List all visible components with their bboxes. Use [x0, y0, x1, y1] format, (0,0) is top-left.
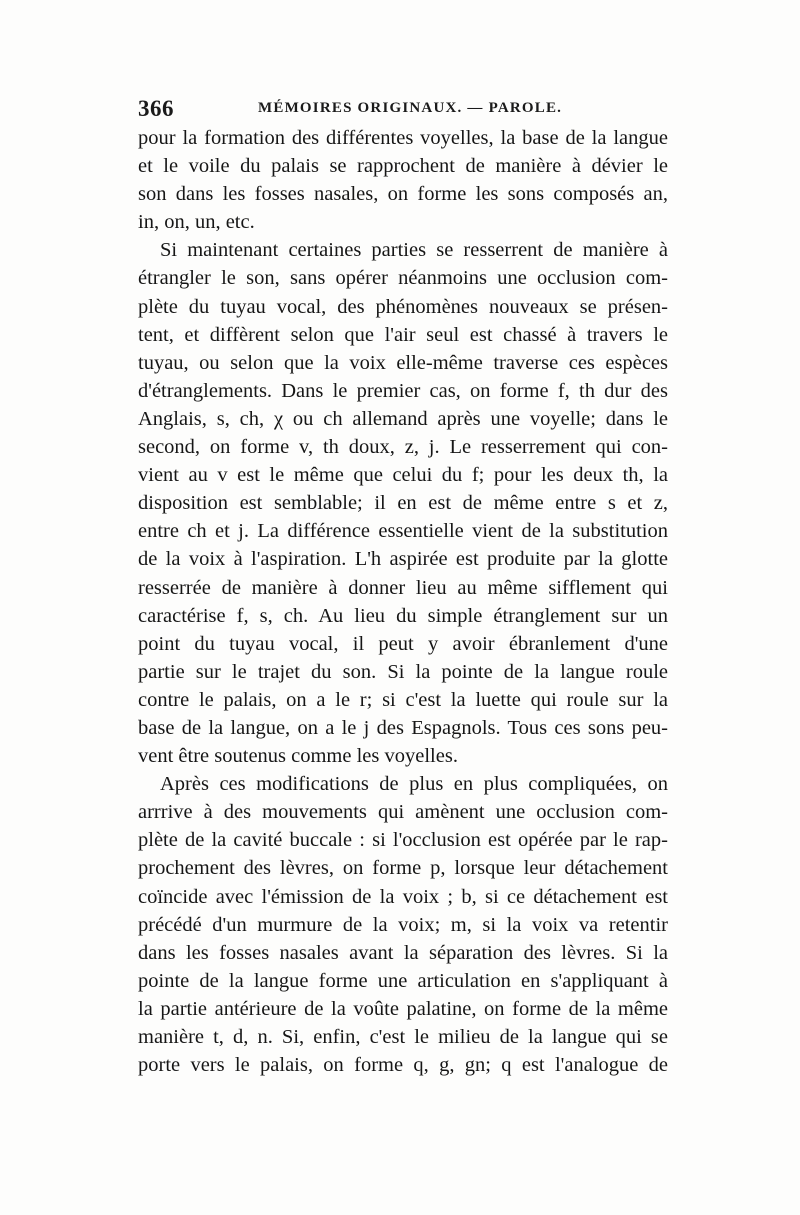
text-line: pour la formation des différentes voyelles, la base de la langue — [138, 127, 668, 149]
text-line: partie sur le trajet du son. Si la pointe de la langue roule — [138, 660, 668, 683]
text-line: dans les fosses nasales avant la séparation des lèvres. Si la — [138, 941, 668, 964]
text-line: de la voix à l'aspiration. L'h aspirée est produite par la glotte — [138, 548, 668, 571]
text-line: Après ces modifications de plus en plus compliquées, on — [160, 773, 668, 796]
text-line: coïncide avec l'émission de la voix ; b, si ce détachement est — [138, 885, 668, 908]
text-line: et le voile du palais se rapprochent de manière à dévier le — [138, 155, 668, 178]
text-line: d'étranglements. Dans le premier cas, on forme f, th dur des — [138, 379, 668, 402]
text-line: Anglais, s, ch, χ ou ch allemand après une voyelle; dans le — [138, 407, 668, 430]
running-head — [138, 96, 668, 126]
text-line: tent, et diffèrent selon que l'air seul est chassé à travers le — [138, 323, 668, 346]
text-line: pointe de la langue forme une articulation en s'appliquant à — [138, 969, 668, 992]
text-line: point du tuyau vocal, il peut y avoir ébranlement d'une — [138, 632, 668, 655]
text-line: plète du tuyau vocal, des phénomènes nouveaux se présen- — [138, 295, 668, 318]
text-line: caractérise f, s, ch. Au lieu du simple étranglement sur un — [138, 604, 668, 627]
paragraph-2 — [138, 236, 668, 770]
paragraph-1 — [138, 124, 668, 236]
text-line: la partie antérieure de la voûte palatine, on forme de la même — [138, 997, 668, 1020]
body-text — [138, 124, 668, 1079]
text-line: disposition est semblable; il en est de même entre s et z, — [138, 492, 668, 515]
text-line: base de la langue, on a le j des Espagnols. Tous ces sons peu- — [138, 716, 668, 739]
text-line: vent être soutenus comme les voyelles. — [138, 745, 458, 768]
text-line: précédé d'un murmure de la voix; m, si la voix va retentir — [138, 913, 668, 936]
text-line: prochement des lèvres, on forme p, lorsque leur détachement — [138, 857, 668, 880]
text-line: Si maintenant certaines parties se resserrent de manière à — [160, 239, 668, 262]
text-line: plète de la cavité buccale : si l'occlusion est opérée par le rap- — [138, 829, 668, 852]
text-line: porte vers le palais, on forme q, g, gn; q est l'analogue de — [138, 1054, 668, 1077]
text-line: vient au v est le même que celui du f; pour les deux th, la — [138, 464, 668, 487]
text-line: son dans les fosses nasales, on forme les sons composés an, — [138, 183, 668, 206]
text-line: manière t, d, n. Si, enfin, c'est le milieu de la langue qui se — [138, 1026, 668, 1048]
text-line: arrrive à des mouvements qui amènent une occlusion com- — [138, 801, 668, 824]
text-line: contre le palais, on a le r; si c'est la luette qui roule sur la — [138, 688, 668, 711]
text-line: tuyau, ou selon que la voix elle-même traverse ces espèces — [138, 351, 668, 374]
text-line: entre ch et j. La différence essentielle vient de la substitution — [138, 520, 668, 543]
text-line: in, on, un, etc. — [138, 211, 255, 234]
text-line: étrangler le son, sans opérer néanmoins une occlusion com- — [138, 267, 668, 290]
text-line: resserrée de manière à donner lieu au même sifflement qui — [138, 576, 668, 599]
running-title: MÉMOIRES ORIGINAUX. — PAROLE. — [258, 100, 563, 116]
paragraph-3 — [138, 770, 668, 1079]
page-number: 366 — [138, 96, 174, 121]
text-line: second, on forme v, th doux, z, j. Le resserrement qui con- — [138, 436, 668, 459]
